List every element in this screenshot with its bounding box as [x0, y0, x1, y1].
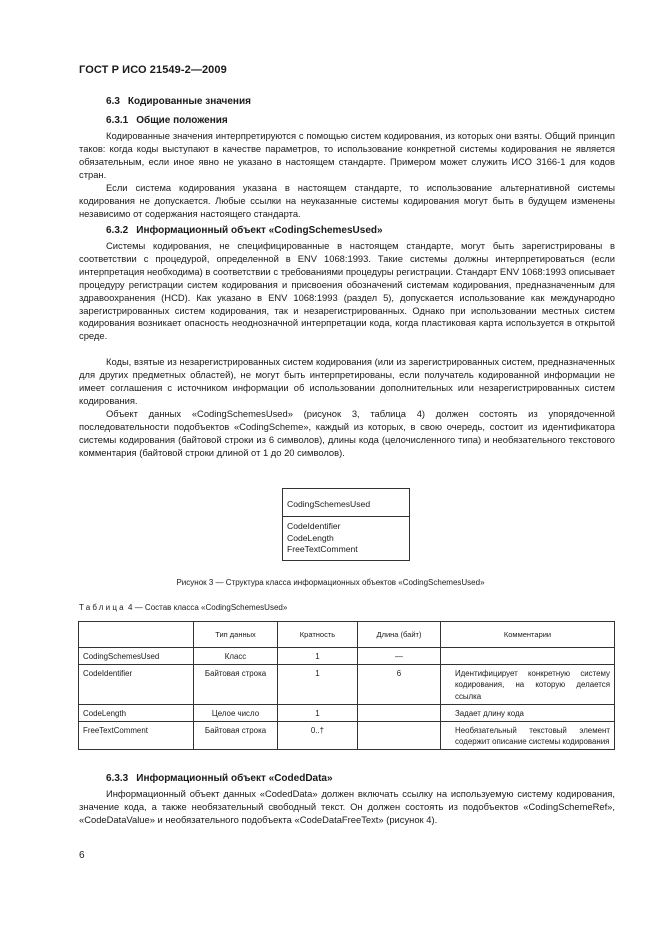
- section-6-3-3-heading: [106, 773, 333, 784]
- table-cell: Необязательный текстовый элемент содержит описание системы кодирования: [441, 722, 615, 750]
- table-row: [79, 648, 615, 665]
- table-cell: Задает длину кода: [441, 704, 615, 721]
- table-cell: FreeTextComment: [79, 722, 194, 750]
- uml-class-attributes: [283, 517, 409, 556]
- uml-attribute: CodeLength: [287, 532, 334, 543]
- page-number: 6: [79, 850, 85, 861]
- table-cell: 0..†: [278, 722, 358, 750]
- section-6-3-1-heading: [106, 115, 228, 126]
- table-cell: 6: [358, 665, 441, 705]
- table-header-cell: Кратность: [278, 622, 358, 648]
- table-caption-prefix: Таблица: [79, 603, 126, 612]
- table-row: [79, 704, 615, 721]
- paragraph: Объект данных «CodingSchemesUsed» (рисунок 3, таблица 4) должен состоять из упорядоченной последовательности подобъектов «CodingScheme», каждый из которых, в свою очередь, состоит из идентификатора системы кодирования (байтовой строки из 6 символов), длины кода (целочисленного типа) и необязательного текстового комментария (байтовой строки длиной от 1 до 20 символов).: [79, 408, 615, 458]
- uml-attribute: CodeIdentifier: [287, 521, 341, 531]
- section-number: 6.3: [106, 96, 120, 107]
- table-cell: [358, 722, 441, 750]
- section-title: Информационный объект «CodedData»: [136, 773, 333, 784]
- section-number: 6.3.1: [106, 115, 129, 126]
- table-cell: Байтовая строка: [194, 722, 278, 750]
- section-title: Кодированные значения: [127, 96, 251, 107]
- table-cell: 1: [278, 704, 358, 721]
- uml-attribute: FreeTextComment: [287, 544, 358, 554]
- table-cell: CodingSchemesUsed: [79, 648, 194, 665]
- paragraph: Коды, взятые из незарегистрированных систем кодирования (или из зарегистрированных систем, предназначенных для других предметных областей), не могут быть интерпретированы, если получатель кодированной информации не имеет соглашения с источником информации об использовании дополнительных или незарегистрированных систем кодирования.: [79, 356, 615, 406]
- table-cell: Класс: [194, 648, 278, 665]
- paragraph: Если система кодирования указана в настоящем стандарте, то использование альтернативной системы кодирования не допускается. Любые ссылки на неуказанные системы кодирования могут быть в будущем изменены независимо от содержания настоящего стандарта.: [79, 182, 615, 219]
- paragraph: Системы кодирования, не специфицированные в настоящем стандарте, могут быть зарегистрированы в соответствии с процедурой, определенной в ENV 1068:1993. Такие системы должны интерпретироваться (если интерпретация необходима) в соответствии с требованиями процедуры регистрации. Стандарт ENV 1068:1993 описывает процедуру регистрации систем кодирования и присвоения обозначений системам кодирования, предназначенным для здравоохранения (HCD). Как указано в ENV 1068:1993 (раздел 5), допускается использование как международно зарегистрированных систем кодирования, так и незарегистрированных. Однако при использовании местных систем кодирования возникает опасность неоднозначной интерпретации кода, когда пластиковая карта используется в открытой среде.: [79, 240, 615, 342]
- table-cell: CodeLength: [79, 704, 194, 721]
- table-cell: Целое число: [194, 704, 278, 721]
- section-title: Информационный объект «CodingSchemesUsed»: [136, 225, 383, 236]
- table-row: [79, 722, 615, 750]
- table-caption: [79, 603, 287, 612]
- table-cell: [441, 648, 615, 665]
- table-cell: Байтовая строка: [194, 665, 278, 705]
- table-cell: [358, 704, 441, 721]
- table-cell: CodeIdentifier: [79, 665, 194, 705]
- table-cell: Идентифицирует конкретную систему кодирования, на которую делается ссылка: [441, 665, 615, 705]
- uml-class-diagram: [282, 488, 410, 561]
- figure-caption: Рисунок 3 — Структура класса информационных объектов «CodingSchemesUsed»: [176, 578, 485, 587]
- table-cell: 1: [278, 665, 358, 705]
- paragraph: Кодированные значения интерпретируются с помощью систем кодирования, из которых они взяты. Общий принцип таков: когда коды выступают в качестве параметров, то использование конкретной системы кодирования не является обязательным, если иное явно не указано в настоящем стандарте. Примером может служить ИСО 3166-1 для кодов стран.: [79, 130, 615, 180]
- table-header-cell: Тип данных: [194, 622, 278, 648]
- section-number: 6.3.3: [106, 773, 129, 784]
- table-caption-text: 4 — Состав класса «CodingSchemesUsed»: [128, 603, 288, 612]
- section-6-3-heading: [106, 96, 251, 107]
- table-row: [79, 665, 615, 705]
- section-title: Общие положения: [136, 115, 228, 126]
- section-6-3-2-heading: [106, 225, 383, 236]
- section-number: 6.3.2: [106, 225, 129, 236]
- table-header-row: [79, 622, 615, 648]
- data-table: [78, 621, 615, 750]
- table-header-cell: Комментарии: [441, 622, 615, 648]
- table-header-cell: Длина (байт): [358, 622, 441, 648]
- table-cell: 1: [278, 648, 358, 665]
- table-cell: —: [358, 648, 441, 665]
- document-header: ГОСТ Р ИСО 21549-2—2009: [79, 64, 227, 76]
- table-header-cell: [79, 622, 194, 648]
- uml-class-name: CodingSchemesUsed: [283, 489, 409, 517]
- paragraph: Информационный объект данных «CodedData» должен включать ссылку на используемую систему кодирования, значение кода, а также необязательный свободный текст. Он должен состоять из подобъектов «CodingSchemeRef», «CodeDataValue» и необязательного подобъекта «CodeDataFreeText» (рисунок 4).: [79, 788, 615, 825]
